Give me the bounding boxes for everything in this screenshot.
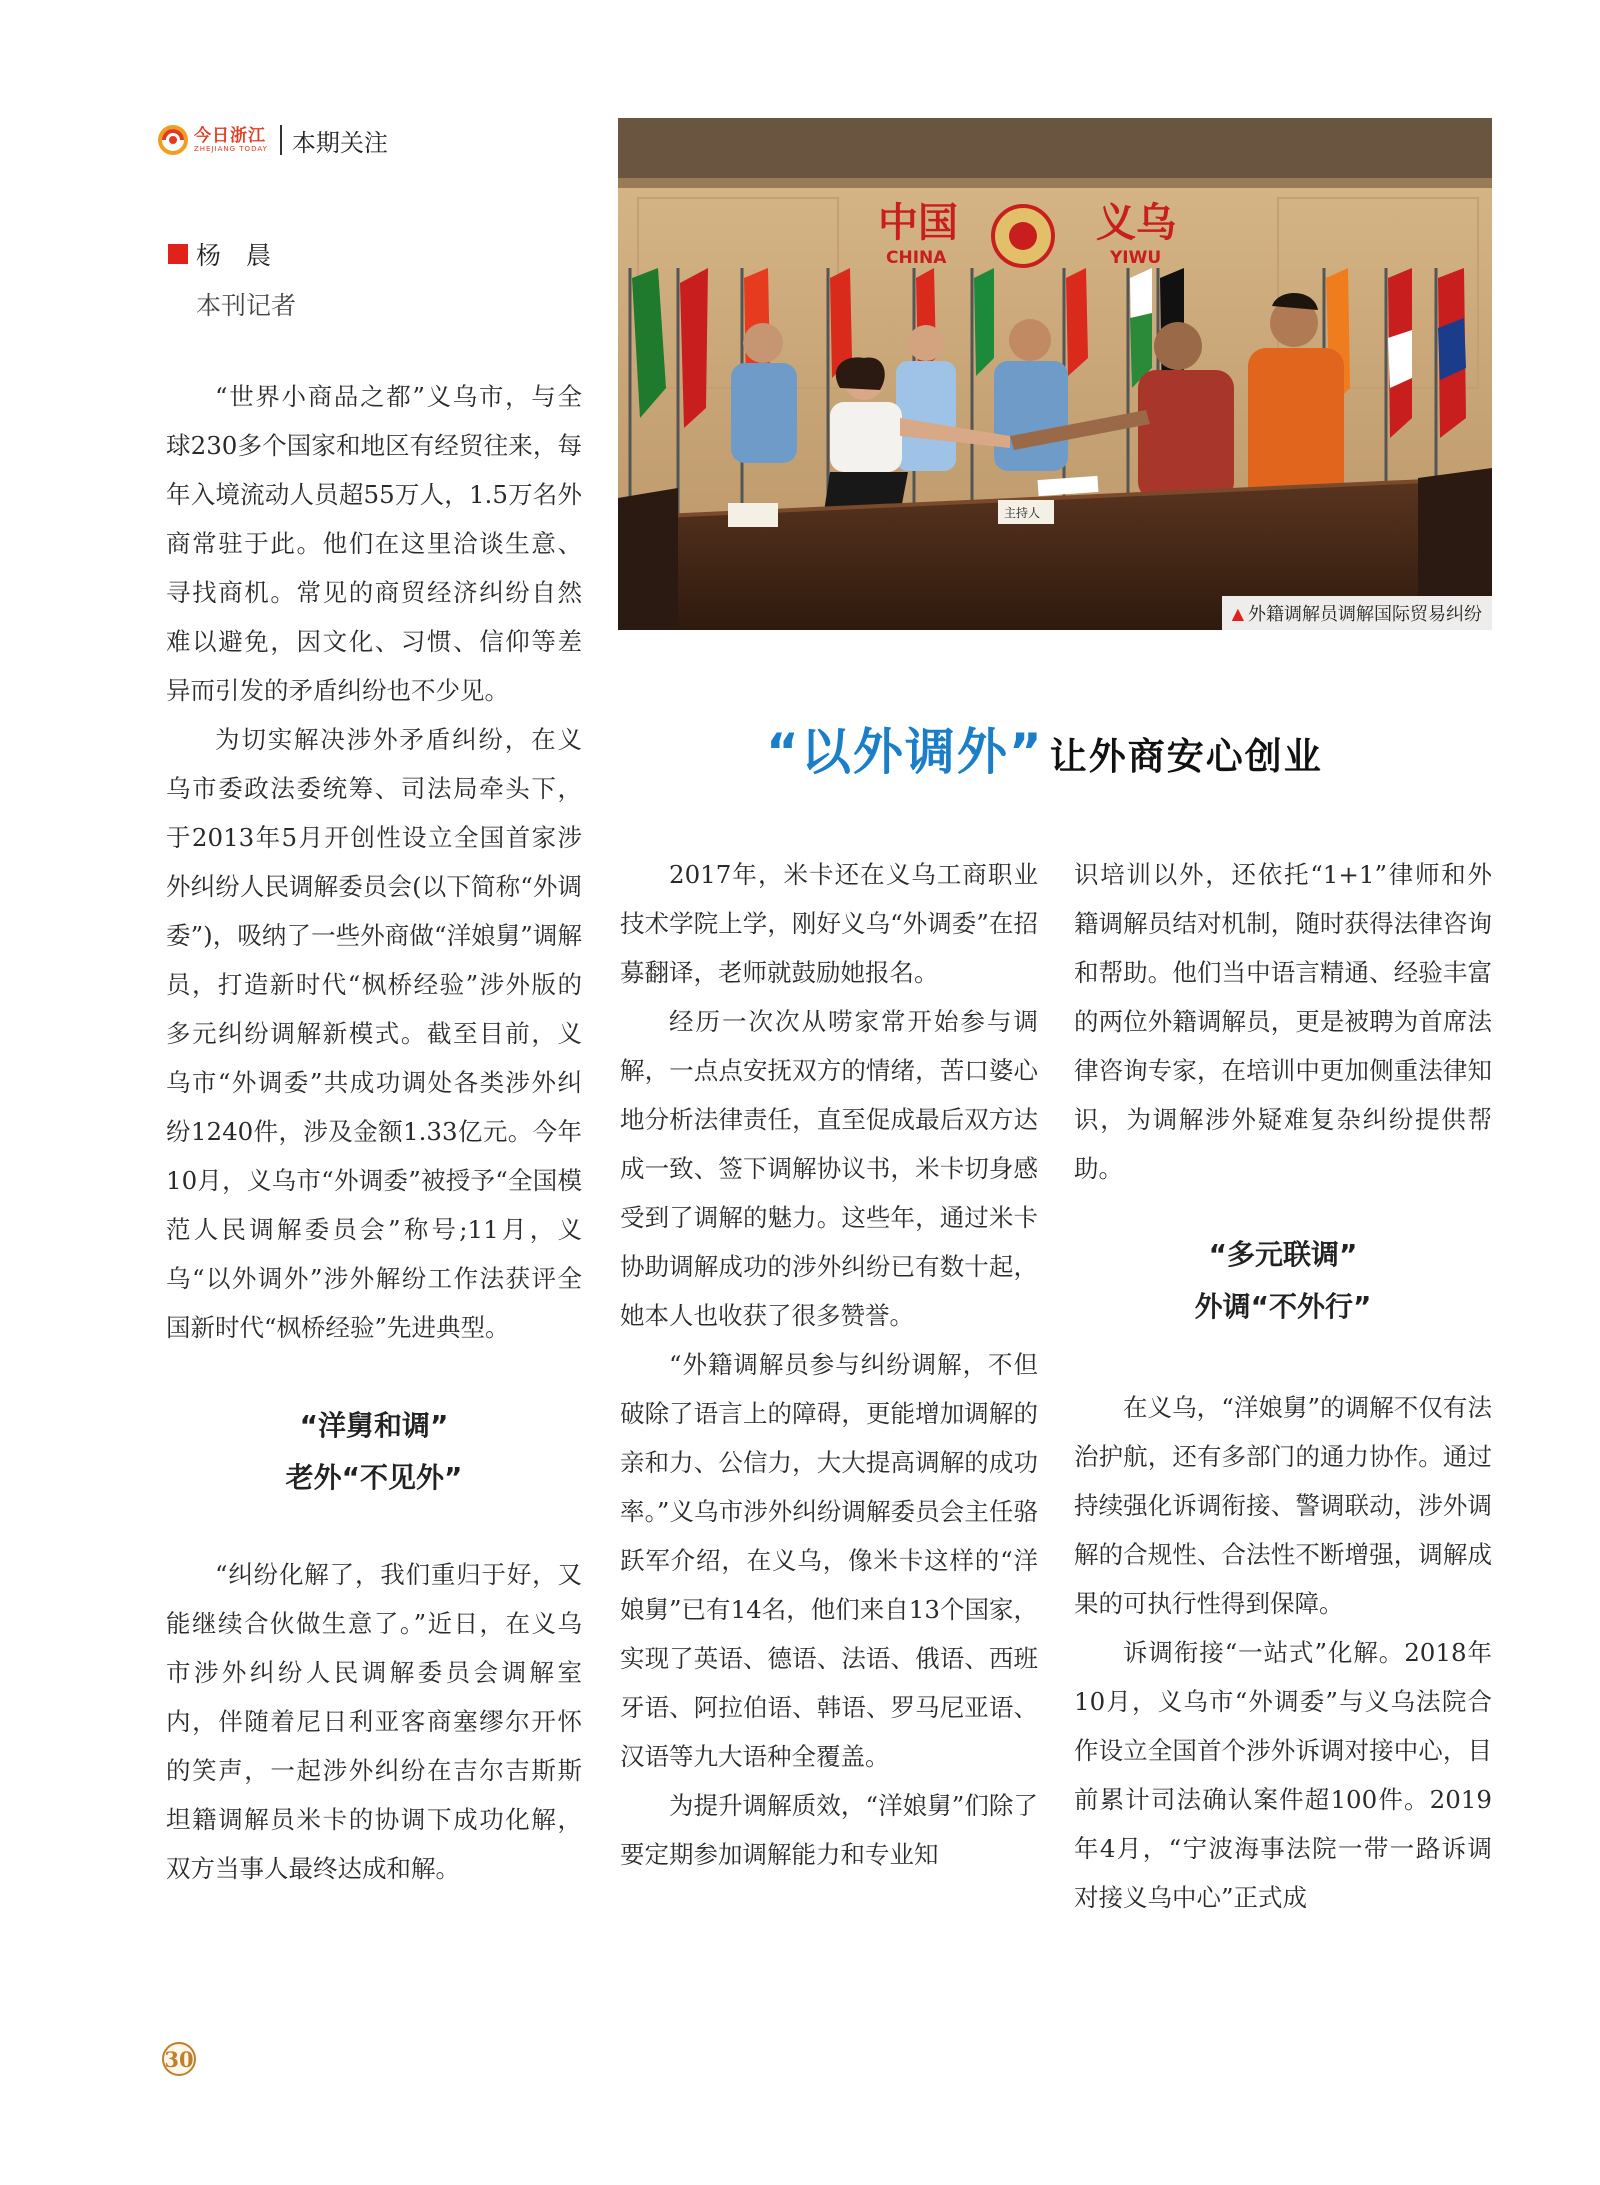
paragraph: 经历一次次从唠家常开始参与调解，一点点安抚双方的情绪，苦口婆心地分析法律责任，直至促成最后双方达成一致、签下调解协议书，米卡切身感受到了调解的魅力。这些年，通过米卡协助调解成功的涉外纠纷已有数十起，她本人也收获了很多赞誉。 (620, 1007, 1038, 1330)
article-column-1 (166, 372, 582, 1893)
paragraph: 识培训以外，还依托“1+1”律师和外籍调解员结对机制，随时获得法律咨询和帮助。他们当中语言精通、经验丰富的两位外籍调解员，更是被聘为首席法律咨询专家，在培训中更加侧重法律知识，为调解涉外疑难复杂纠纷提供帮助。 (1074, 860, 1492, 1183)
section-label: 本期关注 (291, 128, 388, 157)
header-divider (280, 125, 282, 155)
paragraph: 2017年，米卡还在义乌工商职业技术学院上学，刚好义乌“外调委”在招募翻译，老师就鼓励她报名。 (620, 860, 1038, 987)
banner-china-en: CHINA (886, 248, 947, 268)
section-heading-line: 老外“不见外” (285, 1461, 463, 1494)
magazine-logo (158, 125, 268, 155)
desk-name-sign: 主持人 (1004, 506, 1041, 520)
caption-triangle-icon: ▲ (1231, 603, 1244, 623)
paragraph: 为切实解决涉外矛盾纠纷，在义乌市委政法委统筹、司法局牵头下，于2013年5月开创性设立全国首家涉外纠纷人民调解委员会(以下简称“外调委”)，吸纳了一些外商做“洋娘舅”调解员，打造新时代“枫桥经验”涉外版的多元纠纷调解新模式。截至目前，义乌市“外调委”共成功调处各类涉外纠纷1240件，涉及金额1.33亿元。今年10月，义乌市“外调委”被授予“全国模范人民调解委员会”称号;11月，义乌“以外调外”涉外解纷工作法获评全国新时代“枫桥经验”先进典型。 (166, 725, 582, 1342)
paragraph: “纠纷化解了，我们重归于好，又能继续合伙做生意了。”近日，在义乌市涉外纠纷人民调解委员会调解室内，伴随着尼日利亚客商塞缪尔开怀的笑声，一起涉外纠纷在吉尔吉斯斯坦籍调解员米卡的协调下成功化解，双方当事人最终达成和解。 (166, 1560, 582, 1883)
logo-chinese-text: 今日浙江 (194, 126, 266, 146)
author-role: 本刊记者 (196, 291, 297, 320)
logo-swirl-icon (158, 125, 188, 155)
section-heading-line: “多元联调” (1208, 1238, 1358, 1271)
banner-china-cn: 中国 (878, 200, 958, 246)
article-title (766, 712, 1323, 784)
author-byline (168, 236, 271, 272)
title-main: “以外调外” (766, 723, 1044, 781)
paragraph: “世界小商品之都”义乌市，与全球230多个国家和地区有经贸往来，每年入境流动人员超55万人，1.5万名外商常驻于此。他们在这里洽谈生意、寻找商机。常见的商贸经济纠纷自然难以避免，因文化、习惯、信仰等差异而引发的矛盾纠纷也不少见。 (166, 382, 582, 705)
paragraph: 为提升调解质效，“洋娘舅”们除了要定期参加调解能力和专业知 (620, 1791, 1038, 1869)
banner-yiwu-en: YIWU (1110, 248, 1162, 268)
paragraph: 在义乌，“洋娘舅”的调解不仅有法治护航，还有多部门的通力协作。通过持续强化诉调衔接、警调联动，涉外调解的合规性、合法性不断增强，调解成果的可执行性得到保障。 (1074, 1393, 1492, 1618)
page-number: 30 (162, 2042, 196, 2076)
caption-text: 外籍调解员调解国际贸易纠纷 (1248, 604, 1482, 625)
paragraph: “外籍调解员参与纠纷调解，不但破除了语言上的障碍，更能增加调解的亲和力、公信力，大大提高调解的成功率。”义乌市涉外纠纷调解委员会主任骆跃军介绍，在义乌，像米卡这样的“洋娘舅”已有14名，他们来自13个国家，实现了英语、德语、法语、俄语、西班牙语、阿拉伯语、韩语、罗马尼亚语、汉语等九大语种全覆盖。 (620, 1350, 1038, 1771)
banner-yiwu-cn: 义乌 (1096, 200, 1176, 246)
paragraph: 诉调衔接“一站式”化解。2018年10月，义乌市“外调委”与义乌法院合作设立全国首个涉外诉调对接中心，目前累计司法确认案件超100件。2019年4月，“宁波海事法院一带一路诉调对接义乌中心”正式成 (1074, 1638, 1492, 1912)
section-heading-line: 外调“不外行” (1194, 1290, 1372, 1323)
red-square-marker (168, 244, 188, 264)
page-header (158, 118, 388, 162)
article-photo (618, 118, 1492, 630)
section-heading-1 (166, 1400, 582, 1504)
section-heading-2 (1074, 1229, 1492, 1333)
author-name: 杨 晨 (196, 241, 272, 270)
logo-english-text: ZHEJIANG TODAY (194, 145, 268, 153)
article-column-3 (1074, 850, 1492, 1922)
photo-caption (1222, 596, 1492, 630)
section-heading-line: “洋舅和调” (299, 1409, 449, 1442)
article-column-2 (620, 850, 1038, 1879)
title-sub: 让外商安心创业 (1049, 735, 1323, 778)
